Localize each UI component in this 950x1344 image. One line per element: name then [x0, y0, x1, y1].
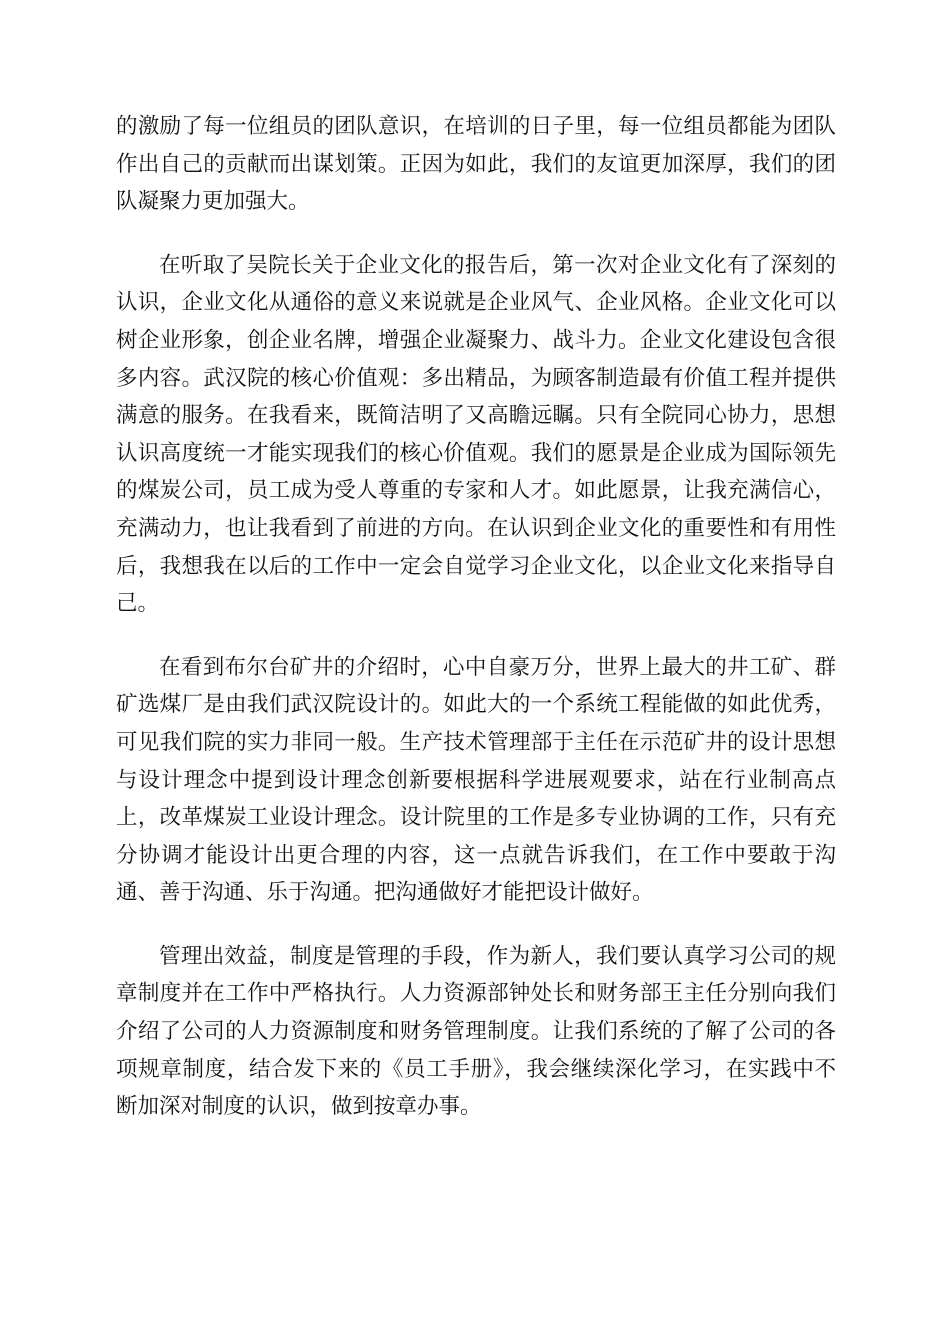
- paragraph-corporate-culture: 在听取了吴院长关于企业文化的报告后，第一次对企业文化有了深刻的认识，企业文化从通俗的意义来说就是企业风气、企业风格。企业文化可以树企业形象，创企业名牌，增强企业凝聚力、战斗力。企业文化建设包含很多内容。武汉院的核心价值观：多出精品，为顾客制造最有价值工程并提供满意的服务。在我看来，既简洁明了又高瞻远瞩。只有全院同心协力，思想认识高度统一才能实现我们的核心价值观。我们的愿景是企业成为国际领先的煤炭公司，员工成为受人尊重的专家和人才。如此愿景，让我充满信心，充满动力，也让我看到了前进的方向。在认识到企业文化的重要性和有用性后，我想我在以后的工作中一定会自觉学习企业文化，以企业文化来指导自己。: [116, 252, 836, 617]
- paragraph-continued: 的激励了每一位组员的团队意识，在培训的日子里，每一位组员都能为团队作出自己的贡献而出谋划策。正因为如此，我们的友谊更加深厚，我们的团队凝聚力更加强大。: [116, 114, 836, 215]
- document-page: [116, 108, 836, 1152]
- paragraph-management-rules: 管理出效益，制度是管理的手段，作为新人，我们要认真学习公司的规章制度并在工作中严格执行。人力资源部钟处长和财务部王主任分别向我们介绍了公司的人力资源制度和财务管理制度。让我们系统的了解了公司的各项规章制度，结合发下来的《员工手册》，我会继续深化学习，在实践中不断加深对制度的认识，做到按章办事。: [116, 943, 836, 1120]
- paragraph-mine-design: 在看到布尔台矿井的介绍时，心中自豪万分，世界上最大的井工矿、群矿选煤厂是由我们武汉院设计的。如此大的一个系统工程能做的如此优秀，可见我们院的实力非同一般。生产技术管理部于主任在示范矿井的设计思想与设计理念中提到设计理念创新要根据科学进展观要求，站在行业制高点上，改革煤炭工业设计理念。设计院里的工作是多专业协调的工作，只有充分协调才能设计出更合理的内容，这一点就告诉我们，在工作中要敢于沟通、善于沟通、乐于沟通。把沟通做好才能把设计做好。: [116, 654, 836, 906]
